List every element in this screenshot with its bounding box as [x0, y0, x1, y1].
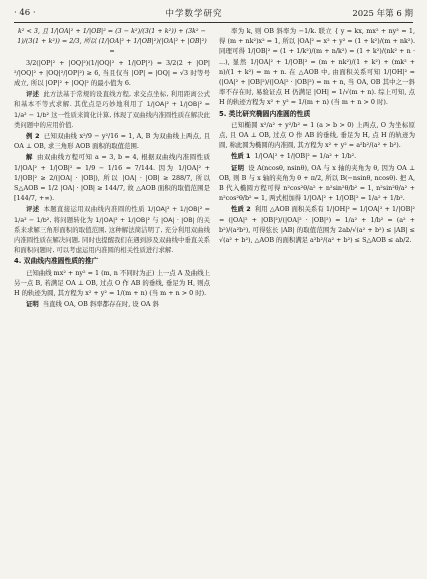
paragraph-text: 1/|OA|² + 1/|OB|² = 1/a² + 1/b². [254, 152, 357, 161]
paragraph-label: 性质 1 [231, 152, 251, 161]
paragraph-text: 率为 k, 则 OB 斜率为 −1/k. 联立 { y = kx, mx² + ny² = 1, 得 (m + nk²)x² = 1, 所以 |OA|² = x² + y² = (1 + k²)/(m + nk²). 同理可得 1/|OB|² = (1 + 1/k²)/(m + n/k²) = (1 + k²)/(nk² + n · ...), 显然 1/|OA|² + 1/|OB|² = (m + nk²)/(1 + k²) + (mk² + n)/(1 + k²) = m + n. 在 △AOB 中, 由面积关系可知 1/|OH|² = (|OA|² + |OB|²)/(|OA|² · |OB|²) = m + n, 当 OA, OB 其中之一斜率不存在时, 易验证点 H 仍满足 |OH| = 1/√(m + n). 综上可知, 点 H 的轨迹方程为 x² + y² = 1/(m + n) (当 m + n > 0 时). [219, 27, 415, 107]
remark-paragraph [14, 204, 210, 255]
paragraph-label: 证明 [26, 300, 39, 309]
body-paragraph [14, 152, 210, 203]
body-paragraph [219, 120, 415, 151]
section-heading: 5. 类比研究椭圆内准圆的性质 [219, 109, 311, 118]
body-paragraph [14, 58, 210, 89]
paragraph-text: 已知曲线 mx² + ny² = 1 (m, n 不同时为正) 上一点 A 及曲线上另一点 B, 若满足 OA ⊥ OB, 过点 O 作 AB 的垂线, 垂足为 H, 则点 H 的轨迹为圆, 其方程为 x² + y² = 1/(m + n) (当 m + n > 0 时). [14, 268, 210, 298]
body-paragraph [219, 204, 415, 245]
paragraph-text: 由双曲线方程可知 a = 3, b = 4, 根据双曲线内准圆性质 1/|OA|² + 1/|OB|² = 1/9 − 1/16 = 7/144. 因为 1/|OA|² + 1/|OB|² ≥ 2/(|OA| · |OB|), 所以 |OA| · |OB| ≥ 288/7, 所以 S△AOB = 1/2 |OA| · |OB| ≥ 144/7, 故 △AOB 面积的取值范围是 [144/7, +∞). [14, 153, 210, 203]
paragraph-label: 评述 [26, 205, 40, 214]
body-paragraph [219, 26, 415, 108]
body-paragraph [14, 131, 210, 151]
paragraph-label: 解 [26, 153, 33, 162]
paragraph-text: 已知双曲线 x²/9 − y²/16 = 1, A, B 为双曲线上两点, 且 OA ⊥ OB, 求三角形 AOB 面积的取值范围. [14, 132, 210, 151]
page-number: · 46 · [14, 8, 36, 18]
paragraph-text: 3/2(|OP|² + |OQ|²)(1/|OQ|² + 1/|OP|²) = 3/2(2 + |OP|²/|OQ|² + |OQ|²/|OP|²) ≥ 6, 当且仅当 |OP| = |OQ| = √3 时等号成立, 所以 |OP|² + |OQ|² 的最小值为 6. [14, 58, 210, 88]
body-paragraph [14, 268, 210, 299]
right-column [219, 26, 415, 574]
paragraph-text: 已知椭圆 x²/a² + y²/b² = 1 (a > b > 0) 上两点, O 为坐标原点, 且 OA ⊥ OB, 过点 O 作 AB 的垂线, 垂足为 H, 点 H 的轨迹为圆, 称此圆为椭圆的内准圆, 其方程为 x² + y² = a²b²/(a² + b²). [219, 120, 415, 150]
running-header [14, 6, 413, 20]
paragraph-text: 本题直接运用双曲线内准圆的性质 1/|OA|² + 1/|OB|² = 1/a² − 1/b², 将问题转化为 1/|OA|² + 1/|OB|² 与 |OA| · |OB| 的关系来求解三角形面积的取值范围, 这种解法简洁明了, 充分利用双曲线内准圆性质在解决问题, 同时也提醒我们在遇到涉及双曲线中垂直关系和面积问题时, 可以考虑运用内准圆的相关性质进行求解. [14, 205, 210, 255]
paragraph-text: 利用 △AOB 面积关系有 1/|OH|² = 1/|OA|² + 1/|OB|² = (|OA|² + |OB|²)/(|OA|² · |OB|²) = 1/a² + 1/b² = (a² + b²)/(a²b²), 可得弦长 |AB| 的取值范围为 2ab/√(a² + b²) ≤ |AB| ≤ √(a² + b²), △AOB 的面积满足 a²b²/(a² + b²) ≤ S△AOB ≤ ab/2. [219, 205, 415, 245]
paragraph-text: 此方法基于常规的设直线方程, 求交点坐标, 利用距离公式和基本不等式求解. 其优点是巧妙地利用了 1/|OA|² + 1/|OB|² = 1/a² − 1/b² 这一性质来简化计算, 体现了双曲线内准圆性质在解决此类问题中的应用价值. [14, 90, 210, 129]
paragraph-text: 设 A(ncosθ, nsinθ), OA 与 x 轴的夹角为 θ, 因为 OA ⊥ OB, 则 B 与 x 轴的夹角为 θ + π/2, 所以 B(−nsinθ, ncosθ). 把 A, B 代入椭圆方程可得 n²cos²θ/a² + n²sin²θ/b² = 1, n²sin²θ/a² + n²cos²θ/b² = 1, 两式相加得 1/|OA|² + 1/|OB|² = 1/a² + 1/b². [219, 163, 415, 203]
paragraph-label: 例 2 [26, 132, 40, 141]
paragraph-label: 性质 2 [231, 205, 251, 214]
left-column [14, 26, 210, 574]
equation-line [14, 26, 210, 57]
remark-paragraph [14, 89, 210, 130]
journal-title: 中学数学研究 [165, 9, 223, 19]
body-paragraph [219, 151, 415, 161]
paragraph-text: k² < 3, 且 1/|OA|² + 1/|OB|² = (3 − k²)/(3(1 + k²)) + (3k² − 1)/(3(1 + k²)) = 2/3, 所以 (1/|OA|² + 1/|OB|²)(|OA|² + |OB|²) = [17, 27, 207, 56]
header-rule [14, 22, 413, 23]
paragraph-label: 评述 [26, 90, 40, 99]
body-paragraph [219, 163, 415, 204]
paragraph-label: 证明 [231, 163, 245, 172]
issue-label: 2025 年第 6 期 [352, 9, 413, 19]
section-heading: 4. 双曲线内准圆性质的推广 [14, 257, 99, 266]
body-paragraph [14, 299, 210, 309]
paragraph-text: 当直线 OA, OB 斜率都存在时, 设 OA 斜 [42, 300, 159, 309]
